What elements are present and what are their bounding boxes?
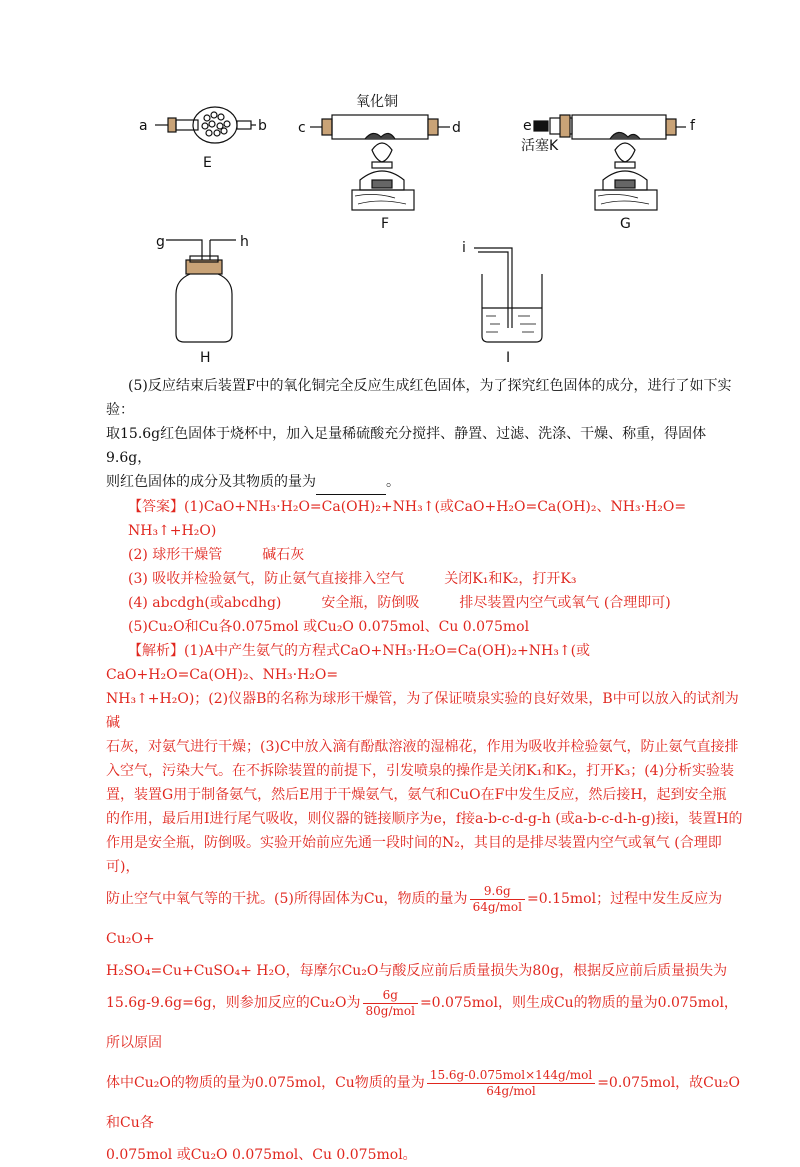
question-line-3-end: 。 <box>386 474 400 490</box>
analysis-text-1: (1)A中产生氨气的方程式CaO+NH₃·H₂O=Ca(OH)₂+NH₃↑(或CaO+H₂O=Ca(OH)₂、NH₃·H₂O= <box>106 643 591 683</box>
answer-3-part-1: (3) 吸收并检验氨气，防止氨气直接排入空气 <box>128 571 405 587</box>
apparatus-i <box>474 248 542 342</box>
label-i: I <box>506 350 511 366</box>
label-g: G <box>620 216 631 232</box>
analysis-line-7: 作用是安全瓶，防倒吸。实验开始前应先通一段时间的N₂，其目的是排尽装置内空气或氧气 (合理即可)， <box>106 835 722 875</box>
question-line-1: (5)反应结束后装置F中的氧化铜完全反应生成红色固体，为了探究红色固体的成分，进行了如下实验： <box>106 378 732 418</box>
fraction-cu <box>470 884 525 915</box>
analysis-10-pre: 15.6g-9.6g=6g，则参加反应的Cu₂O为 <box>106 995 361 1011</box>
answer-2-part-2: 碱石灰 <box>262 547 305 563</box>
answer-line-5: (5)Cu₂O和Cu各0.075mol 或Cu₂O 0.075mol、Cu 0.075mol <box>128 619 530 635</box>
analysis-line-9: H₂SO₄=Cu+CuSO₄+ H₂O，每摩尔Cu₂O与酸反应前后质量损失为80g，根据反应前后质量损失为 <box>106 963 728 979</box>
analysis-11-post: =0.075mol，故Cu₂O和Cu各 <box>106 1075 740 1131</box>
analysis-line-1 <box>106 639 746 687</box>
answer-blank <box>316 470 386 495</box>
label-f-right: d <box>452 120 461 136</box>
fraction-cu2o <box>363 988 418 1019</box>
label-g-left: e <box>523 118 532 134</box>
analysis-line-5: 置，装置G用于制备氨气，然后E用于干燥氨气，氨气和CuO在F中发生反应，然后接H，起到安全瓶 <box>106 787 727 803</box>
answer-4-part-3: 排尽装置内空气或氧气 (合理即可) <box>459 595 671 611</box>
answer-2-part-1: (2) 球形干燥管 <box>128 547 223 563</box>
fraction-cu-total-num: 15.6g-0.075mol×144g/mol <box>427 1068 595 1084</box>
analysis-line-11 <box>106 1063 746 1143</box>
fraction-cu-den: 64g/mol <box>472 899 522 914</box>
analysis-line-12: 0.075mol 或Cu₂O 0.075mol、Cu 0.075mol。 <box>106 1147 417 1163</box>
fraction-cu2o-den: 80g/mol <box>365 1003 415 1018</box>
label-e: E <box>203 155 212 171</box>
label-e-left: a <box>139 118 148 134</box>
answer-line-3 <box>106 567 746 591</box>
fraction-cu-total-den: 64g/mol <box>486 1083 536 1098</box>
question-line-2: 取15.6g红色固体于烧杯中，加入足量稀硫酸充分搅拌、静置、过滤、洗涤、干燥、称重，得固体9.6g， <box>106 426 707 466</box>
label-h: H <box>200 350 211 366</box>
apparatus-figure <box>0 0 800 370</box>
answer-line-1 <box>106 495 746 543</box>
fraction-cu-total <box>427 1068 595 1099</box>
analysis-line-10 <box>106 983 746 1063</box>
label-f: F <box>381 216 390 232</box>
analysis-line-2: NH₃↑+H₂O)；(2)仪器B的名称为球形干燥管，为了保证喷泉实验的良好效果，B中可以放入的试剂为碱 <box>106 691 739 731</box>
question-line-3 <box>106 470 746 495</box>
analysis-11-pre: 体中Cu₂O的物质的量为0.075mol，Cu物质的量为 <box>106 1075 425 1091</box>
answer-line-4 <box>106 591 746 615</box>
apparatus-h <box>166 240 236 342</box>
question-line-3-text: 则红色固体的成分及其物质的量为 <box>106 474 316 490</box>
analysis-line-4: 入空气，污染大气。在不拆除装置的前提下，引发喷泉的操作是关闭K₁和K₂，打开K₃；(4)分析实验装 <box>106 763 735 779</box>
label-h-left: g <box>156 234 165 250</box>
label-h-right: h <box>240 234 249 250</box>
analysis-line-3: 石灰，对氨气进行干燥；(3)C中放入滴有酚酞溶液的湿棉花，作用为吸收并检验氨气，防止氨气直接排 <box>106 739 739 755</box>
analysis-line-8 <box>106 879 746 959</box>
text-block <box>106 374 746 1167</box>
label-g-right: f <box>690 118 695 134</box>
answer-4-part-1: (4) abcdgh(或abcdhg) <box>128 595 282 611</box>
fraction-cu-num: 9.6g <box>470 884 525 900</box>
label-g-valve: 活塞K <box>521 138 559 154</box>
analysis-line-6: 的作用，最后用I进行尾气吸收，则仪器的链接顺序为e，f接a-b-c-d-g-h (或a-b-c-d-h-g)接i，装置H的 <box>106 811 743 827</box>
label-f-left: c <box>298 120 306 136</box>
label-e-right: b <box>258 118 267 134</box>
apparatus-f <box>310 115 450 210</box>
label-f-title: 氧化铜 <box>356 94 398 110</box>
answer-3-part-2: 关闭K₁和K₂，打开K₃ <box>444 571 577 587</box>
answer-4-part-2: 安全瓶，防倒吸 <box>321 595 420 611</box>
answer-line-2 <box>106 543 746 567</box>
analysis-8-post: =0.15mol；过程中发生反应为Cu₂O+ <box>106 891 723 947</box>
apparatus-e <box>155 107 256 143</box>
analysis-8-pre: 防止空气中氧气等的干扰。(5)所得固体为Cu，物质的量为 <box>106 891 468 907</box>
analysis-tag: 【解析】 <box>128 643 184 659</box>
answer-1: (1)CaO+NH₃·H₂O=Ca(OH)₂+NH₃↑(或CaO+H₂O=Ca(OH)₂、NH₃·H₂O= NH₃↑+H₂O) <box>128 499 687 539</box>
answer-tag: 【答案】 <box>128 499 184 515</box>
fraction-cu2o-num: 6g <box>363 988 418 1004</box>
apparatus-g <box>534 115 686 210</box>
analysis-10-post: =0.075mol，则生成Cu的物质的量为0.075mol，所以原固 <box>106 995 738 1051</box>
label-i-inlet: i <box>462 240 466 256</box>
